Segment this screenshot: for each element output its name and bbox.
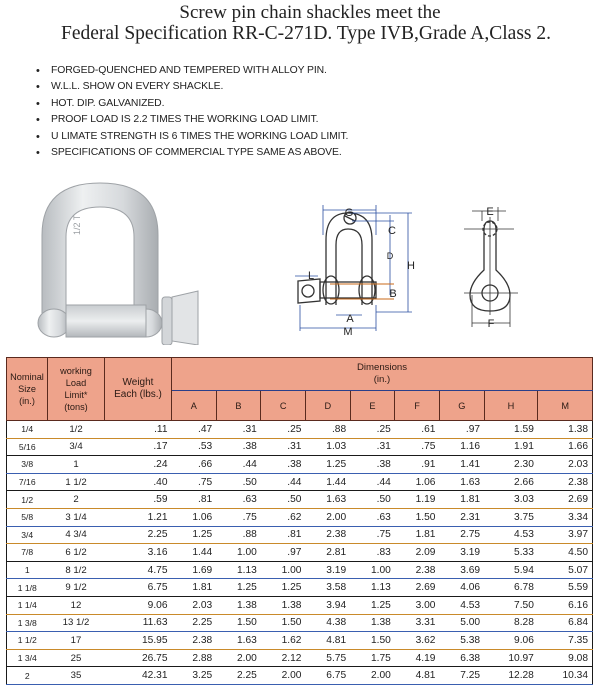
table-row — [7, 421, 593, 439]
table-row — [7, 561, 593, 579]
cell-dim-A: 1.81 — [172, 579, 217, 597]
cell-dim-A: .47 — [172, 421, 217, 439]
cell-dim-M: 3.97 — [538, 526, 593, 544]
cell-dim-G: 2.75 — [439, 526, 484, 544]
cell-dim-A: .66 — [172, 456, 217, 474]
cell-dim-C: .44 — [261, 473, 306, 491]
cell-dim-G: 4.06 — [439, 579, 484, 597]
cell-dim-C: 1.00 — [261, 561, 306, 579]
header-dim-D: D — [305, 391, 350, 421]
cell-dim-H: 8.28 — [484, 614, 538, 632]
cell-dim-C: 2.00 — [261, 667, 306, 685]
cell-nominal-size: 5/16 — [7, 438, 48, 456]
cell-dim-H: 6.78 — [484, 579, 538, 597]
cell-dim-E: .38 — [350, 456, 395, 474]
shackle-side-diagram — [450, 195, 550, 340]
cell-dim-A: .75 — [172, 473, 217, 491]
cell-dim-C: .97 — [261, 544, 306, 562]
cell-dim-D: 6.75 — [305, 667, 350, 685]
cell-weight: 15.95 — [105, 632, 172, 650]
svg-text:1/2 T: 1/2 T — [72, 214, 82, 235]
cell-dim-M: 4.50 — [538, 544, 593, 562]
cell-dim-M: 2.38 — [538, 473, 593, 491]
cell-dim-H: 7.50 — [484, 596, 538, 614]
cell-dim-A: .53 — [172, 438, 217, 456]
cell-dim-D: 4.38 — [305, 614, 350, 632]
cell-weight: 2.25 — [105, 526, 172, 544]
cell-working-load-limit: 4 3/4 — [48, 526, 105, 544]
cell-dim-B: .63 — [216, 491, 261, 509]
cell-nominal-size: 5/8 — [7, 508, 48, 526]
cell-dim-C: 1.38 — [261, 596, 306, 614]
cell-nominal-size: 1 1/4 — [7, 596, 48, 614]
table-row — [7, 579, 593, 597]
cell-dim-B: .44 — [216, 456, 261, 474]
cell-dim-H: 4.53 — [484, 526, 538, 544]
cell-dim-C: .50 — [261, 491, 306, 509]
cell-dim-M: 10.34 — [538, 667, 593, 685]
cell-dim-E: .63 — [350, 508, 395, 526]
cell-working-load-limit: 9 1/2 — [48, 579, 105, 597]
cell-dim-F: 4.19 — [395, 649, 440, 667]
header-dim-E: E — [350, 391, 395, 421]
cell-weight: 3.16 — [105, 544, 172, 562]
cell-nominal-size: 1 — [7, 561, 48, 579]
cell-dim-G: 5.38 — [439, 632, 484, 650]
header-dim-M: M — [538, 391, 593, 421]
cell-weight: .11 — [105, 421, 172, 439]
header-weight: Weight Each (lbs.) — [105, 358, 172, 421]
header-dim-H: H — [484, 391, 538, 421]
cell-weight: 26.75 — [105, 649, 172, 667]
pin-eye — [172, 291, 198, 345]
table-row — [7, 526, 593, 544]
cell-dim-G: 1.41 — [439, 456, 484, 474]
cell-dim-B: 1.25 — [216, 579, 261, 597]
cell-dim-D: 4.81 — [305, 632, 350, 650]
cell-dim-E: 1.00 — [350, 561, 395, 579]
cell-dim-E: 2.00 — [350, 667, 395, 685]
cell-dim-H: 12.28 — [484, 667, 538, 685]
cell-dim-C: 1.62 — [261, 632, 306, 650]
cell-dim-F: .61 — [395, 421, 440, 439]
cell-weight: 9.06 — [105, 596, 172, 614]
cell-weight: .59 — [105, 491, 172, 509]
cell-weight: 6.75 — [105, 579, 172, 597]
cell-dim-A: 1.44 — [172, 544, 217, 562]
cell-dim-F: 1.19 — [395, 491, 440, 509]
cell-dim-E: .75 — [350, 526, 395, 544]
cell-dim-M: 5.59 — [538, 579, 593, 597]
cell-dim-F: 1.06 — [395, 473, 440, 491]
cell-nominal-size: 1 3/8 — [7, 614, 48, 632]
cell-nominal-size: 1/4 — [7, 421, 48, 439]
cell-dim-M: 1.66 — [538, 438, 593, 456]
cell-dim-F: 3.31 — [395, 614, 440, 632]
cell-nominal-size: 7/8 — [7, 544, 48, 562]
cell-working-load-limit: 35 — [48, 667, 105, 685]
cell-dim-A: 2.88 — [172, 649, 217, 667]
cell-dim-H: 5.94 — [484, 561, 538, 579]
cell-working-load-limit: 25 — [48, 649, 105, 667]
label-H: H — [407, 260, 415, 272]
cell-dim-D: 2.00 — [305, 508, 350, 526]
cell-dim-E: .83 — [350, 544, 395, 562]
cell-dim-D: .88 — [305, 421, 350, 439]
cell-dim-D: 1.63 — [305, 491, 350, 509]
cell-dim-E: 1.75 — [350, 649, 395, 667]
cell-dim-H: 5.33 — [484, 544, 538, 562]
cell-dim-B: 2.25 — [216, 667, 261, 685]
cell-dim-B: 1.50 — [216, 614, 261, 632]
page-title-line-2: Federal Specification RR-C-271D. Type IVB,Grade A,Class 2. — [60, 23, 552, 44]
cell-dim-G: 6.38 — [439, 649, 484, 667]
shackle-front-diagram — [290, 195, 430, 340]
table-row — [7, 491, 593, 509]
cell-dim-M: 6.84 — [538, 614, 593, 632]
cell-dim-G: 7.25 — [439, 667, 484, 685]
cell-dim-D: 3.94 — [305, 596, 350, 614]
cell-dim-D: 5.75 — [305, 649, 350, 667]
cell-nominal-size: 1/2 — [7, 491, 48, 509]
cell-dim-C: 1.50 — [261, 614, 306, 632]
cell-dim-B: .75 — [216, 508, 261, 526]
cell-working-load-limit: 17 — [48, 632, 105, 650]
label-F: F — [487, 318, 495, 330]
cell-working-load-limit: 1 — [48, 456, 105, 474]
cell-dim-B: .50 — [216, 473, 261, 491]
cell-weight: 1.21 — [105, 508, 172, 526]
feature-item: • PROOF LOAD IS 2.2 TIMES THE WORKING LOAD LIMIT. — [36, 112, 348, 128]
cell-dim-M: 6.16 — [538, 596, 593, 614]
table-row — [7, 456, 593, 474]
cell-dim-B: .38 — [216, 438, 261, 456]
label-C: C — [388, 225, 396, 237]
cell-dim-B: 2.00 — [216, 649, 261, 667]
cell-dim-G: 1.81 — [439, 491, 484, 509]
cell-dim-C: .62 — [261, 508, 306, 526]
cell-dim-D: 3.58 — [305, 579, 350, 597]
cell-working-load-limit: 13 1/2 — [48, 614, 105, 632]
cell-dim-C: .38 — [261, 456, 306, 474]
cell-dim-H: 2.30 — [484, 456, 538, 474]
table-row — [7, 544, 593, 562]
page-title-line-1: Screw pin chain shackles meet the — [179, 2, 441, 23]
feature-item: • W.L.L. SHOW ON EVERY SHACKLE. — [36, 79, 348, 95]
cell-dim-E: .25 — [350, 421, 395, 439]
cell-dim-F: .91 — [395, 456, 440, 474]
cell-weight: 4.75 — [105, 561, 172, 579]
header-nominal-size: Nominal Size (in.) — [7, 358, 48, 421]
shackle-pin — [66, 305, 146, 337]
cell-dim-G: 4.53 — [439, 596, 484, 614]
cell-dim-G: 3.69 — [439, 561, 484, 579]
table-row — [7, 649, 593, 667]
cell-dim-G: 1.16 — [439, 438, 484, 456]
cell-dim-M: 5.07 — [538, 561, 593, 579]
cell-dim-E: 1.38 — [350, 614, 395, 632]
label-L: L — [307, 270, 315, 282]
cell-weight: .40 — [105, 473, 172, 491]
cell-dim-A: 1.69 — [172, 561, 217, 579]
cell-dim-F: .75 — [395, 438, 440, 456]
label-M: M — [343, 326, 353, 338]
header-dimensions: Dimensions (in.) — [172, 358, 593, 391]
cell-dim-G: .97 — [439, 421, 484, 439]
cell-dim-E: 1.50 — [350, 632, 395, 650]
cell-working-load-limit: 1/2 — [48, 421, 105, 439]
cell-working-load-limit: 3/4 — [48, 438, 105, 456]
cell-dim-M: 1.38 — [538, 421, 593, 439]
cell-dim-A: 3.25 — [172, 667, 217, 685]
table-row — [7, 473, 593, 491]
cell-working-load-limit: 2 — [48, 491, 105, 509]
cell-dim-A: 1.06 — [172, 508, 217, 526]
cell-dim-E: 1.13 — [350, 579, 395, 597]
cell-dim-G: 1.63 — [439, 473, 484, 491]
header-dim-A: A — [172, 391, 217, 421]
table-body — [7, 421, 593, 685]
feature-item: • SPECIFICATIONS OF COMMERCIAL TYPE SAME AS ABOVE. — [36, 145, 348, 161]
header-dim-B: B — [216, 391, 261, 421]
cell-working-load-limit: 6 1/2 — [48, 544, 105, 562]
cell-nominal-size: 2 — [7, 667, 48, 685]
label-G: G — [344, 207, 354, 219]
cell-dim-F: 2.38 — [395, 561, 440, 579]
cell-nominal-size: 3/4 — [7, 526, 48, 544]
cell-dim-F: 3.62 — [395, 632, 440, 650]
cell-dim-M: 9.08 — [538, 649, 593, 667]
cell-dim-E: .50 — [350, 491, 395, 509]
cell-dim-M: 3.34 — [538, 508, 593, 526]
label-B: B — [389, 288, 397, 300]
feature-item: • FORGED-QUENCHED AND TEMPERED WITH ALLOY PIN. — [36, 63, 348, 79]
header-working-load-limit: working Load Limit* (tons) — [48, 358, 105, 421]
label-D: D — [386, 251, 394, 261]
cell-dim-A: 2.25 — [172, 614, 217, 632]
feature-item: • HOT. DIP. GALVANIZED. — [36, 96, 348, 112]
cell-dim-H: 3.03 — [484, 491, 538, 509]
cell-dim-B: .31 — [216, 421, 261, 439]
cell-dim-M: 7.35 — [538, 632, 593, 650]
cell-dim-A: 1.25 — [172, 526, 217, 544]
specifications-table — [6, 357, 593, 685]
cell-dim-D: 1.03 — [305, 438, 350, 456]
cell-dim-C: .81 — [261, 526, 306, 544]
cell-dim-B: .88 — [216, 526, 261, 544]
cell-dim-B: 1.38 — [216, 596, 261, 614]
cell-dim-H: 3.75 — [484, 508, 538, 526]
cell-working-load-limit: 12 — [48, 596, 105, 614]
cell-dim-H: 2.66 — [484, 473, 538, 491]
table-row — [7, 667, 593, 685]
label-E: E — [486, 206, 494, 218]
cell-dim-A: 2.03 — [172, 596, 217, 614]
cell-dim-D: 1.44 — [305, 473, 350, 491]
cell-dim-F: 1.81 — [395, 526, 440, 544]
cell-dim-F: 1.50 — [395, 508, 440, 526]
table-row — [7, 508, 593, 526]
table-row — [7, 614, 593, 632]
cell-weight: 42.31 — [105, 667, 172, 685]
cell-dim-C: .25 — [261, 421, 306, 439]
feature-item: • U LIMATE STRENGTH IS 6 TIMES THE WORKING LOAD LIMIT. — [36, 129, 348, 145]
table-row — [7, 596, 593, 614]
cell-working-load-limit: 1 1/2 — [48, 473, 105, 491]
cell-dim-H: 9.06 — [484, 632, 538, 650]
cell-nominal-size: 1 1/2 — [7, 632, 48, 650]
cell-dim-H: 1.91 — [484, 438, 538, 456]
cell-dim-B: 1.00 — [216, 544, 261, 562]
cell-working-load-limit: 3 1/4 — [48, 508, 105, 526]
cell-dim-F: 2.69 — [395, 579, 440, 597]
cell-dim-A: .81 — [172, 491, 217, 509]
cell-nominal-size: 3/8 — [7, 456, 48, 474]
cell-weight: 11.63 — [105, 614, 172, 632]
shackle-bow — [42, 183, 158, 325]
cell-dim-G: 5.00 — [439, 614, 484, 632]
cell-dim-C: 2.12 — [261, 649, 306, 667]
cell-dim-D: 1.25 — [305, 456, 350, 474]
cell-working-load-limit: 8 1/2 — [48, 561, 105, 579]
cell-dim-B: 1.63 — [216, 632, 261, 650]
cell-weight: .24 — [105, 456, 172, 474]
cell-dim-F: 4.81 — [395, 667, 440, 685]
cell-dim-C: 1.25 — [261, 579, 306, 597]
cell-weight: .17 — [105, 438, 172, 456]
cell-dim-E: 1.25 — [350, 596, 395, 614]
table-row — [7, 438, 593, 456]
cell-nominal-size: 1 1/8 — [7, 579, 48, 597]
cell-dim-G: 2.31 — [439, 508, 484, 526]
label-A: A — [346, 313, 354, 325]
header-dim-F: F — [395, 391, 440, 421]
cell-dim-H: 1.59 — [484, 421, 538, 439]
cell-dim-B: 1.13 — [216, 561, 261, 579]
cell-dim-E: .44 — [350, 473, 395, 491]
cell-dim-D: 2.81 — [305, 544, 350, 562]
cell-dim-G: 3.19 — [439, 544, 484, 562]
cell-dim-D: 3.19 — [305, 561, 350, 579]
header-dim-C: C — [261, 391, 306, 421]
cell-dim-C: .31 — [261, 438, 306, 456]
cell-dim-M: 2.03 — [538, 456, 593, 474]
cell-dim-H: 10.97 — [484, 649, 538, 667]
cell-dim-E: .31 — [350, 438, 395, 456]
header-dim-G: G — [439, 391, 484, 421]
cell-dim-A: 2.38 — [172, 632, 217, 650]
cell-dim-M: 2.69 — [538, 491, 593, 509]
cell-nominal-size: 1 3/4 — [7, 649, 48, 667]
shackle-photo — [30, 175, 200, 345]
cell-nominal-size: 7/16 — [7, 473, 48, 491]
cell-dim-F: 3.00 — [395, 596, 440, 614]
cell-dim-D: 2.38 — [305, 526, 350, 544]
feature-list — [36, 63, 348, 161]
cell-dim-F: 2.09 — [395, 544, 440, 562]
table-row — [7, 632, 593, 650]
